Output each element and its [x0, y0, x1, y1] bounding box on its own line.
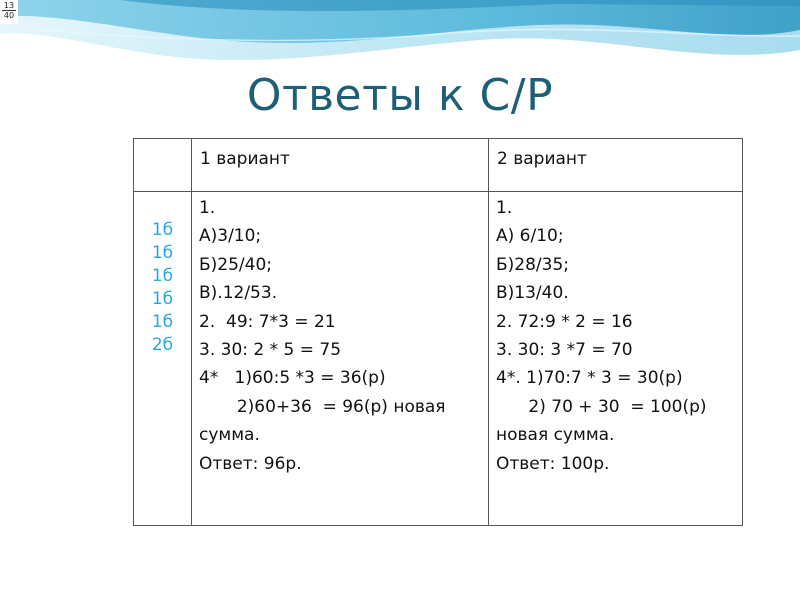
table-body-row — [134, 192, 743, 526]
answer-line: Ответ: 100р. — [496, 453, 610, 474]
answer-line: Ответ: 96р. — [199, 453, 302, 474]
points-label: 1б — [151, 243, 174, 263]
header-cell-variant-1: 1 вариант — [192, 139, 489, 192]
points-label: 1б — [151, 220, 174, 240]
answer-line: сумма. — [199, 425, 260, 446]
answer-line: А)3/10; — [199, 226, 262, 247]
answer-line: 4*. 1)70:7 * 3 = 30(р) — [496, 368, 683, 389]
points-label: 1б — [151, 289, 174, 309]
points-label: 1б — [151, 312, 174, 332]
answer-line: 2. 72:9 * 2 = 16 — [496, 311, 633, 332]
answer-line: Б)28/35; — [496, 254, 570, 275]
answer-line: 2) 70 + 30 = 100(р) — [496, 396, 707, 417]
answer-line: В)13/40. — [496, 283, 569, 304]
answer-line: 1. — [199, 198, 216, 218]
points-label: 2б — [151, 335, 174, 355]
answer-line: 3. 30: 2 * 5 = 75 — [199, 339, 342, 360]
fraction-denominator: 40 — [3, 11, 15, 20]
answer-line: А) 6/10; — [496, 226, 564, 247]
points-label: 1б — [151, 266, 174, 286]
variant-2-answers — [489, 192, 743, 526]
answer-line: 3. 30: 3 *7 = 70 — [496, 339, 633, 360]
corner-fraction-thumbnail — [0, 0, 18, 24]
answer-line: 2. 49: 7*3 = 21 — [199, 311, 336, 332]
header-cell-variant-2: 2 вариант — [489, 139, 743, 192]
table-header-row — [134, 139, 743, 192]
points-column — [134, 192, 192, 526]
answer-line: Б)25/40; — [199, 254, 273, 275]
answer-line: 4* 1)60:5 *3 = 36(р) — [199, 368, 386, 389]
header-wave-decoration — [0, 0, 800, 80]
header-cell-points — [134, 139, 192, 192]
answer-line: В).12/53. — [199, 283, 278, 304]
fraction-numerator: 13 — [3, 1, 15, 10]
answer-line: новая сумма. — [496, 425, 615, 446]
variant-1-answers — [192, 192, 489, 526]
answer-line: 1. — [496, 198, 513, 218]
answer-line: 2)60+36 = 96(р) новая — [199, 396, 446, 417]
slide-title: Ответы к С/Р — [246, 70, 554, 121]
answers-table — [133, 138, 743, 526]
